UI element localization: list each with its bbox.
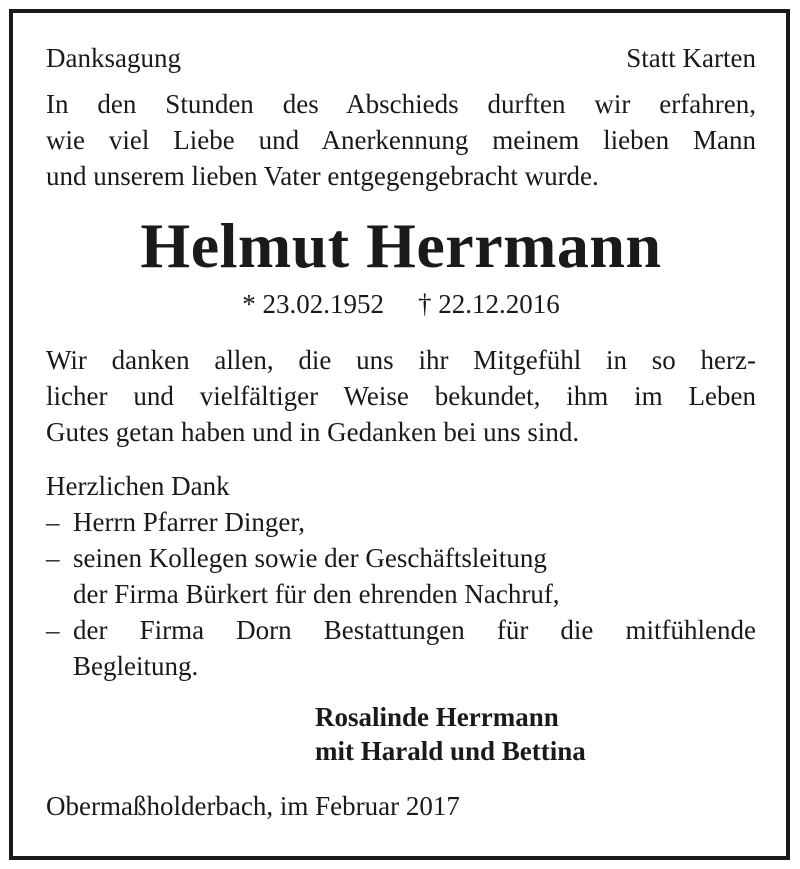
intro-line: In den Stunden des Abschieds durften wir erfahren, — [46, 89, 756, 119]
signature-line: Rosalinde Herrmann — [315, 702, 559, 732]
list-item-line: Begleitung. — [73, 651, 199, 681]
thanks-line: Wir danken allen, die uns ihr Mitgefühl in so herz- — [46, 345, 756, 375]
header-title: Danksagung — [46, 43, 181, 73]
list-item — [46, 504, 756, 540]
death-date: † 22.12.2016 — [418, 289, 560, 319]
closing-section — [46, 468, 756, 684]
dash-bullet: – — [46, 543, 60, 573]
thanks-list — [46, 504, 756, 684]
list-item — [46, 612, 756, 684]
list-item-line: seinen Kollegen sowie der Geschäftsleitung — [73, 543, 547, 573]
thanks-line: licher und vielfältiger Weise bekundet, ihm im Leben — [46, 381, 756, 411]
intro-line: und unserem lieben Vater entgegengebracht wurde. — [46, 161, 599, 191]
intro-line: wie viel Liebe und Anerkennung meinem lieben Mann — [46, 125, 756, 155]
birth-date: * 23.02.1952 — [242, 289, 384, 319]
closing-heading: Herzlichen Dank — [46, 471, 230, 501]
life-dates — [46, 286, 756, 322]
place-and-date: Obermaßholderbach, im Februar 2017 — [46, 791, 460, 821]
signature-block — [315, 700, 756, 768]
list-item — [46, 540, 756, 612]
list-item-line: Herrn Pfarrer Dinger, — [73, 507, 306, 537]
notice-header — [46, 40, 756, 76]
intro-paragraph — [46, 86, 756, 194]
list-item-line: der Firma Dorn Bestattungen für die mitfühlende — [73, 615, 756, 645]
dash-bullet: – — [46, 615, 60, 645]
thanks-line: Gutes getan haben und in Gedanken bei uns sind. — [46, 417, 580, 447]
list-item-line: der Firma Bürkert für den ehrenden Nachruf, — [73, 579, 560, 609]
obituary-notice — [46, 40, 756, 824]
dash-bullet: – — [46, 507, 60, 537]
signature-line: mit Harald und Bettina — [315, 736, 586, 766]
header-note: Statt Karten — [626, 43, 756, 73]
deceased-name: Helmut Herrmann — [140, 210, 662, 281]
thanks-paragraph — [46, 342, 756, 450]
